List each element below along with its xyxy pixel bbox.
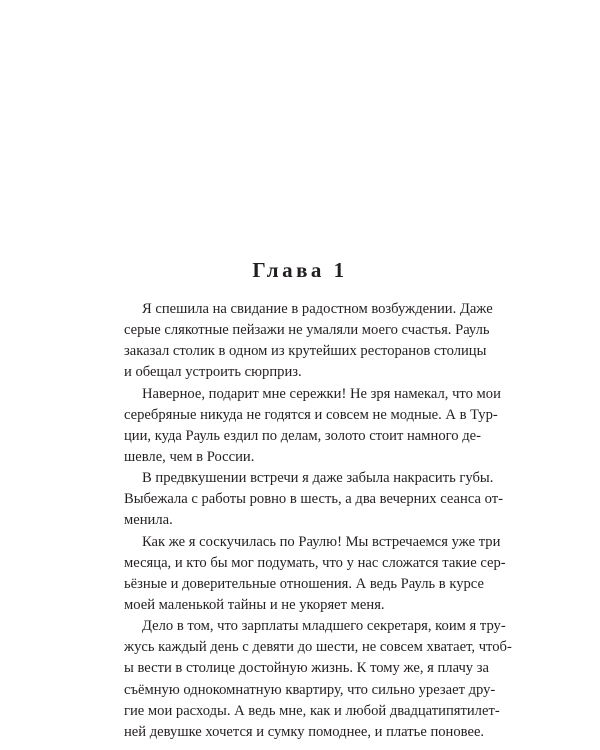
chapter-title: Глава 1 (252, 258, 348, 282)
text-line: ции, куда Рауль ездил по делам, золото стоит намного де- (124, 427, 481, 444)
text-line: серебряные никуда не годятся и совсем не модные. А в Тур- (124, 406, 498, 423)
text-line: гие мои расходы. А ведь мне, как и любой двадцатипятилет- (124, 702, 500, 719)
text-line: моей маленькой тайны и не укоряет меня. (124, 596, 385, 613)
text-line: шевле, чем в России. (124, 448, 255, 465)
text-line: жусь каждый день с девяти до шести, не совсем хватает, чтоб- (124, 639, 512, 656)
text-line: менила. (124, 512, 173, 529)
text-line: Как же я соскучилась по Раулю! Мы встречаемся уже три (142, 533, 501, 550)
text-line: заказал столик в одном из крутейших ресторанов столицы (124, 343, 487, 360)
text-line: В предвкушении встречи я даже забыла накрасить губы. (142, 470, 494, 487)
text-line: ы вести в столице достойную жизнь. К тому же, я плачу за (124, 660, 489, 677)
text-line: ней девушке хочется и сумку помоднее, и платье поновее. (124, 723, 485, 740)
text-line: Наверное, подарит мне сережки! Не зря намекал, что мои (142, 385, 501, 402)
text-line: Я спешила на свидание в радостном возбуждении. Даже (142, 301, 493, 317)
chapter-text (124, 299, 512, 743)
text-line: Выбежала с работы ровно в шесть, а два вечерних сеанса от- (124, 491, 503, 508)
text-line: Дело в том, что зарплаты младшего секретаря, коим я тру- (142, 618, 506, 635)
text-line: ьёзные и доверительные отношения. А ведь Рауль в курсе (124, 575, 484, 592)
text-line: и обещал устроить сюрприз. (124, 364, 302, 381)
text-line: съёмную однокомнатную квартиру, что сильно урезает дру- (124, 681, 496, 698)
text-line: месяца, и кто бы мог подумать, что у нас сложатся такие сер- (124, 554, 506, 571)
text-line: серые слякотные пейзажи не умаляли моего счастья. Рауль (124, 322, 490, 339)
